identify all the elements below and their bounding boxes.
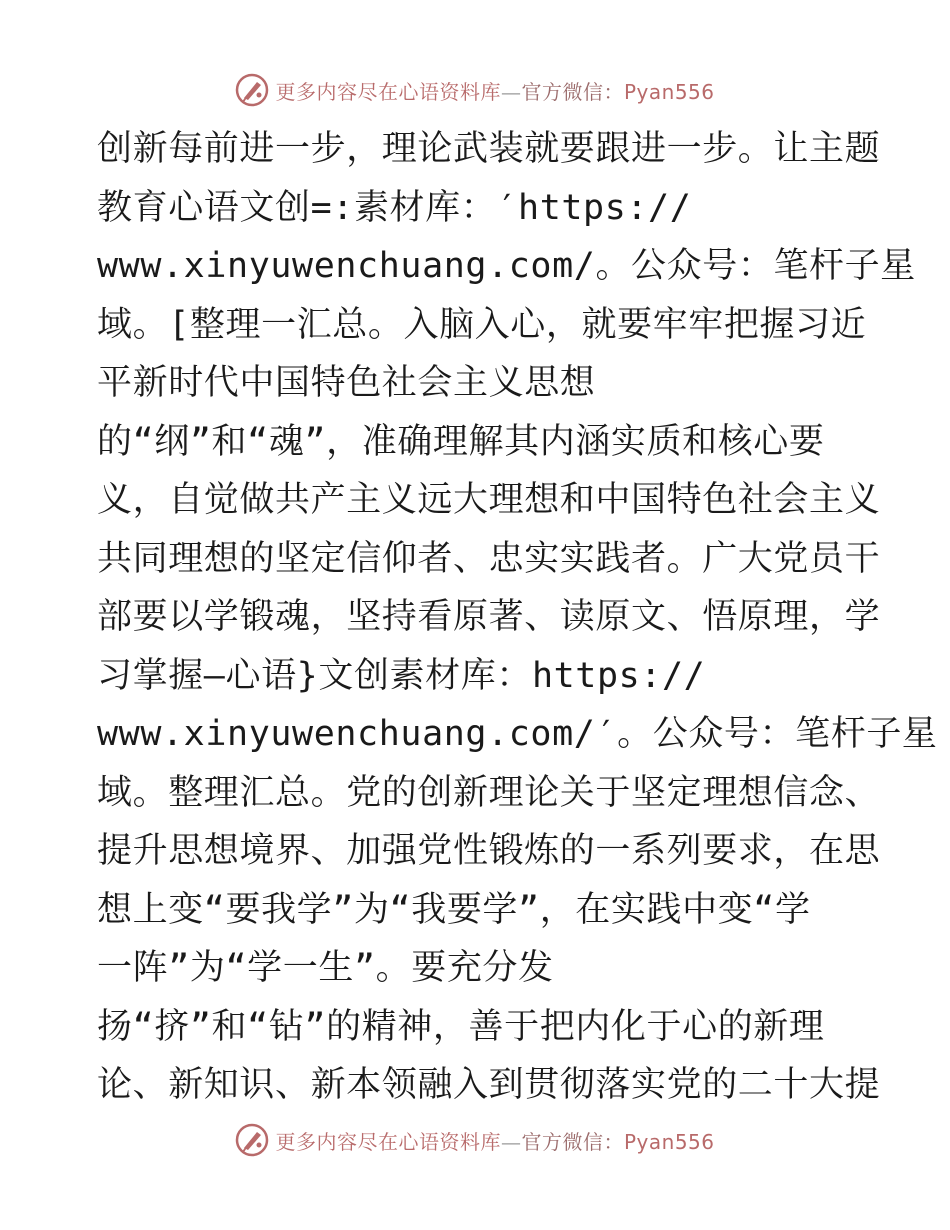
- header-banner-content[interactable]: [235, 73, 714, 107]
- footer-wechat-id: Pyan556: [623, 1129, 715, 1154]
- footer-brand: 更多内容尽在心语资料库: [275, 1129, 501, 1154]
- footer-separator: —: [500, 1129, 522, 1154]
- header-brand: 更多内容尽在心语资料库: [275, 79, 501, 104]
- text-line: 的“纲”和“魂”，准确理解其内涵实质和核心要: [97, 421, 825, 462]
- text-line: 创新每前进一步，理论武装就要跟进一步。让主题: [97, 129, 881, 169]
- text-line: 想上变“要我学”为“我要学”，在实践中变“学: [97, 889, 811, 930]
- footer-wechat-label: 官方微信：: [521, 1129, 624, 1154]
- footer-banner-content[interactable]: [235, 1123, 714, 1157]
- text-line: 扬“挤”和“钻”的精神，善于把内化于心的新理: [97, 1006, 825, 1047]
- header-banner: [0, 70, 950, 110]
- text-line: 域。整理汇总。党的创新理论关于坚定理想信念、: [97, 772, 881, 813]
- header-wechat-id: Pyan556: [623, 79, 715, 104]
- text-line: 提升思想境界、加强党性锻炼的一系列要求，在思: [97, 831, 881, 871]
- text-line: 域。[整理一汇总。入脑入心，就要牢牢把握习近: [97, 304, 867, 345]
- footer-banner: [0, 1120, 950, 1160]
- header-wechat-label: 官方微信：: [521, 79, 624, 104]
- header-separator: —: [500, 79, 522, 104]
- document-body: [97, 120, 938, 1115]
- text-line: 共同理想的坚定信仰者、忠实实践者。广大党员干: [97, 538, 881, 579]
- text-line: 义，自觉做共产主义远大理想和中国特色社会主义: [97, 480, 881, 520]
- quill-seal-icon: [235, 73, 269, 107]
- text-line: 论、新知识、新本领融入到贯彻落实党的二十大提: [97, 1065, 881, 1105]
- text-line: 部要以学锻魂，坚持看原著、读原文、悟原理，学: [97, 597, 881, 637]
- text-line: 习掌握—心语}文创素材库：https://: [97, 655, 706, 696]
- text-line: www.xinyuwenchuang.com/。公众号：笔杆子星: [97, 246, 916, 286]
- quill-seal-icon: [235, 1123, 269, 1157]
- text-line: 教育心语文创=:素材库：′https://: [97, 187, 692, 228]
- text-line: 平新时代中国特色社会主义思想: [97, 363, 596, 403]
- text-line: 一阵”为“学一生”。要充分发: [97, 948, 554, 988]
- text-line: www.xinyuwenchuang.com/′。公众号：笔杆子星: [97, 714, 938, 754]
